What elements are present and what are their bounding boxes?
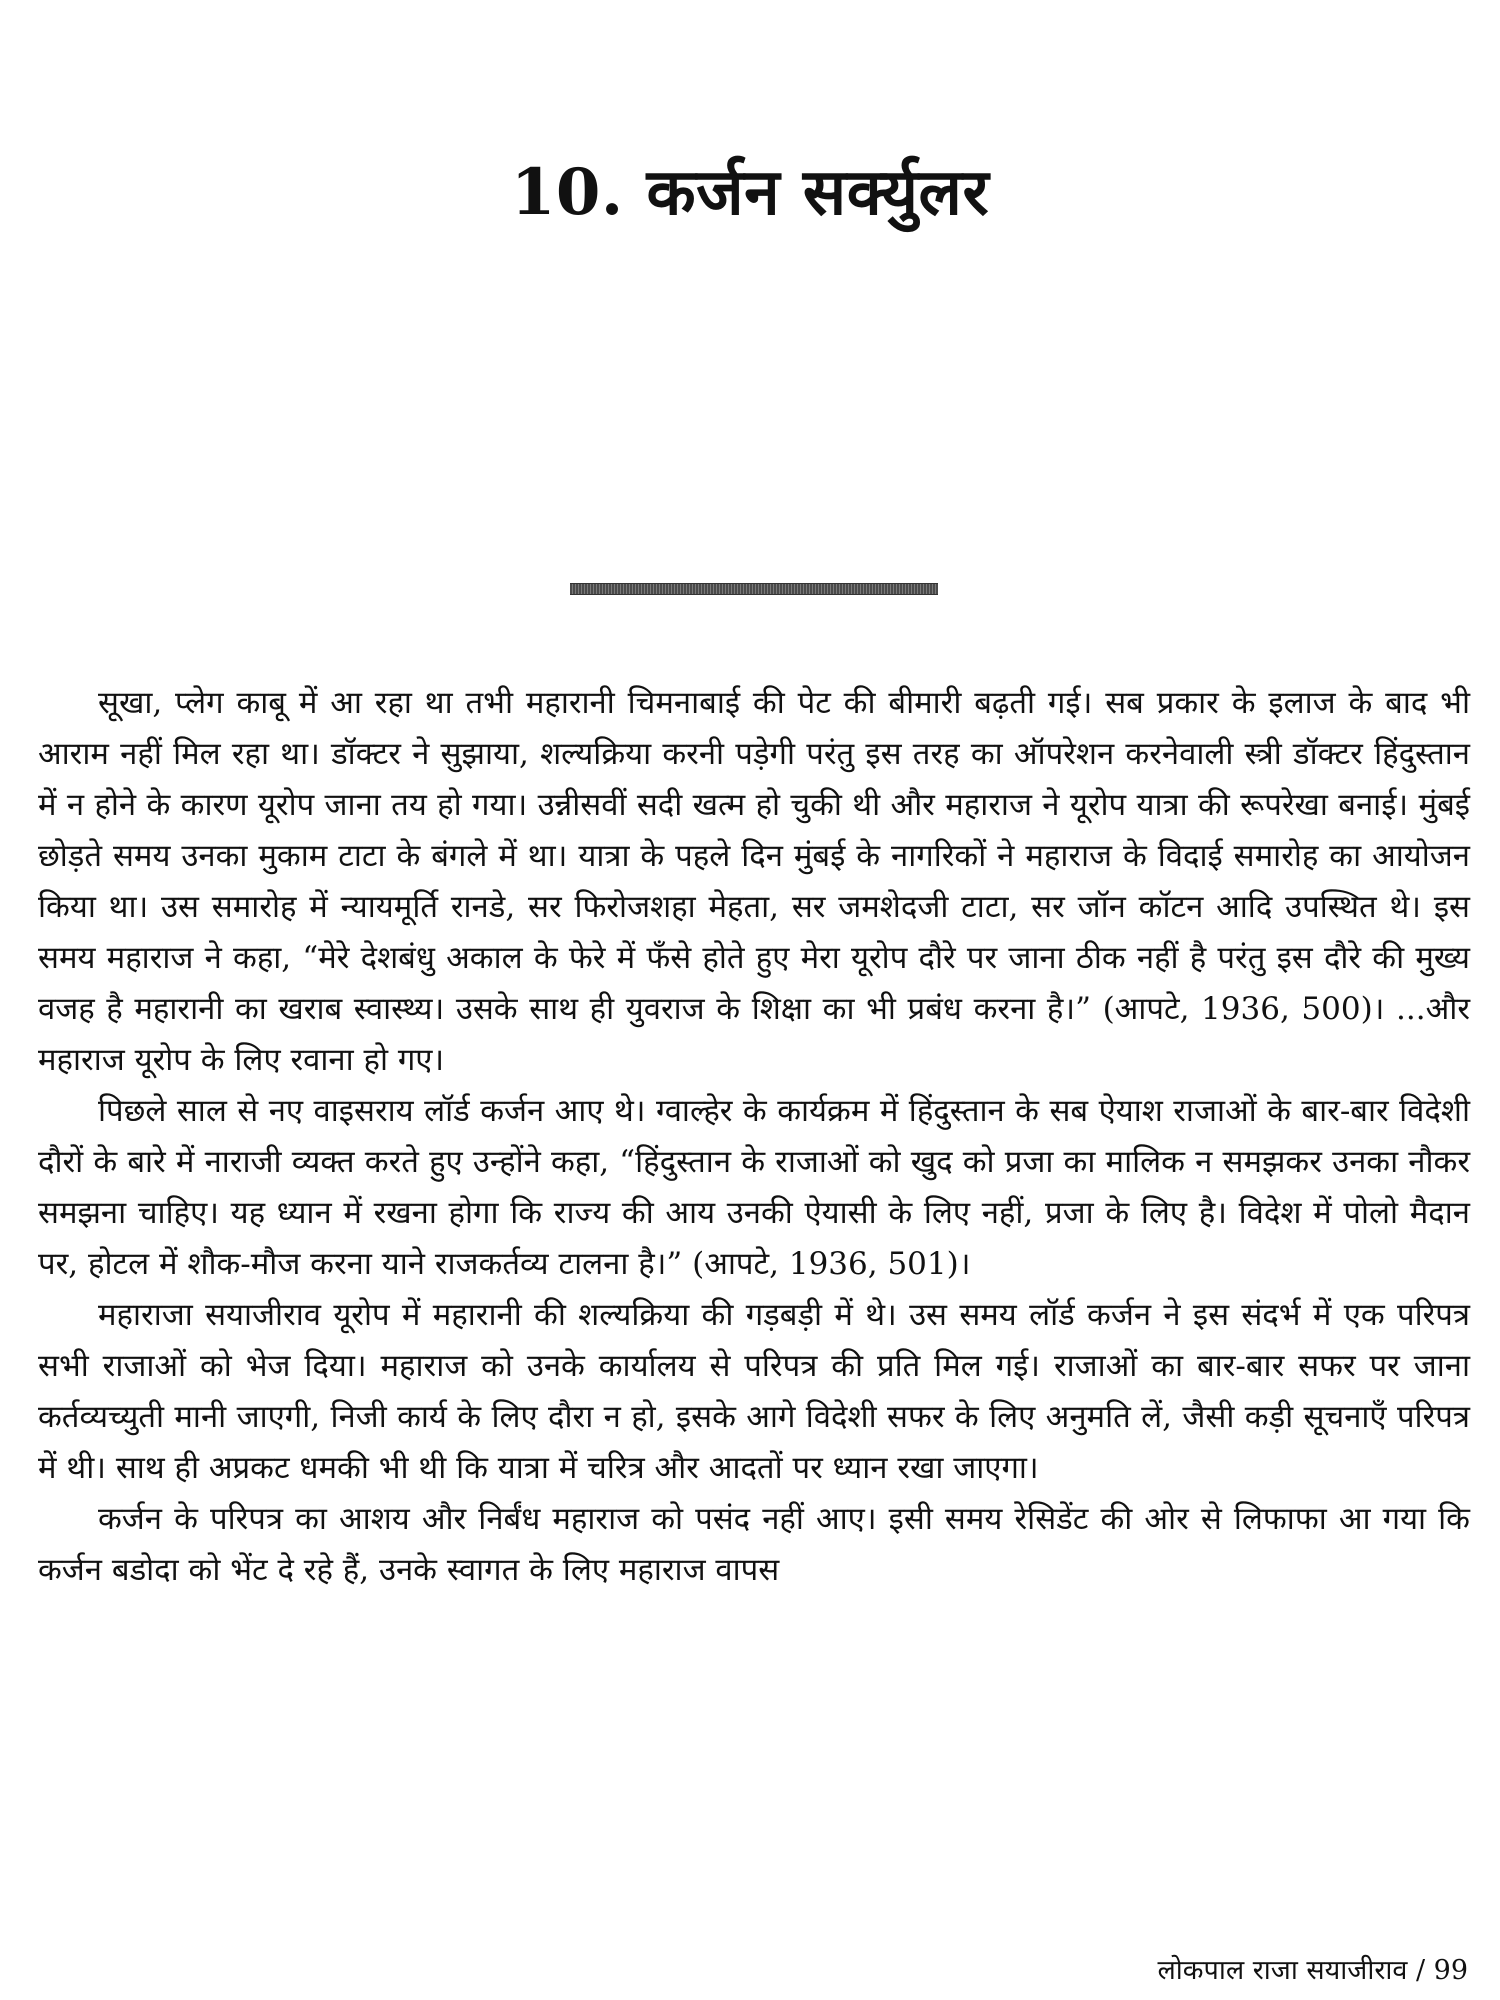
paragraph: सूखा, प्लेग काबू में आ रहा था तभी महारानी चिमनाबाई की पेट की बीमारी बढ़ती गई। सब प्रकार के इलाज के बाद भी आराम नहीं मिल रहा था। डॉक्टर ने सुझाया, शल्यक्रिया करनी पड़ेगी परंतु इस तरह का ऑपरेशन करनेवाली स्त्री डॉक्टर हिंदुस्तान में न होने के कारण यूरोप जाना तय हो गया। उन्नीसवीं सदी खत्म हो चुकी थी और महाराज ने यूरोप यात्रा की रूपरेखा बनाई। मुंबई छोड़ते समय उनका मुकाम टाटा के बंगले में था। यात्रा के पहले दिन मुंबई के नागरिकों ने महाराज के विदाई समारोह का आयोजन किया था। उस समारोह में न्यायमूर्ति रानडे, सर फिरोजशहा मेहता, सर जमशेदजी टाटा, सर जॉन कॉटन आदि उपस्थित थे। इस समय महाराज ने कहा, “मेरे देशबंधु अकाल के फेरे में फँसे होते हुए मेरा यूरोप दौरे पर जाना ठीक नहीं है परंतु इस दौरे की मुख्य वजह है महारानी का खराब स्वास्थ्य। उसके साथ ही युवराज के शिक्षा का भी प्रबंध करना है।” (आपटे, 1936, 500)। ...और महाराज यूरोप के लिए रवाना हो गए। xyxy=(38,685,1470,1078)
paragraph: महाराजा सयाजीराव यूरोप में महारानी की शल्यक्रिया की गड़बड़ी में थे। उस समय लॉर्ड कर्जन ने इस संदर्भ में एक परिपत्र सभी राजाओं को भेज दिया। महाराज को उनके कार्यालय से परिपत्र की प्रति मिल गई। राजाओं का बार-बार सफर पर जाना कर्तव्यच्युती मानी जाएगी, निजी कार्य के लिए दौरा न हो, इसके आगे विदेशी सफर के लिए अनुमति लें, जैसी कड़ी सूचनाएँ परिपत्र में थी। साथ ही अप्रकट धमकी भी थी कि यात्रा में चरित्र और आदतों पर ध्यान रखा जाएगा। xyxy=(38,1297,1470,1486)
body-text xyxy=(38,678,1470,1596)
chapter-title: 10. कर्जन सर्क्युलर xyxy=(510,155,990,230)
title-divider xyxy=(570,583,938,595)
paragraph: कर्जन के परिपत्र का आशय और निर्बंध महाराज को पसंद नहीं आए। इसी समय रेसिडेंट की ओर से लिफाफा आ गया कि कर्जन बडोदा को भेंट दे रहे हैं, उनके स्वागत के लिए महाराज वापस xyxy=(38,1501,1470,1588)
page-footer: लोकपाल राजा सयाजीराव / 99 xyxy=(1157,1955,1468,1986)
paragraph: पिछले साल से नए वाइसराय लॉर्ड कर्जन आए थे। ग्वाल्हेर के कार्यक्रम में हिंदुस्तान के सब ऐयाश राजाओं के बार-बार विदेशी दौरों के बारे में नाराजी व्यक्त करते हुए उन्होंने कहा, “हिंदुस्तान के राजाओं को खुद को प्रजा का मालिक न समझकर उनका नौकर समझना चाहिए। यह ध्यान में रखना होगा कि राज्य की आय उनकी ऐयासी के लिए नहीं, प्रजा के लिए है। विदेश में पोलो मैदान पर, होटल में शौक-मौज करना याने राजकर्तव्य टालना है।” (आपटे, 1936, 501)। xyxy=(38,1093,1470,1282)
